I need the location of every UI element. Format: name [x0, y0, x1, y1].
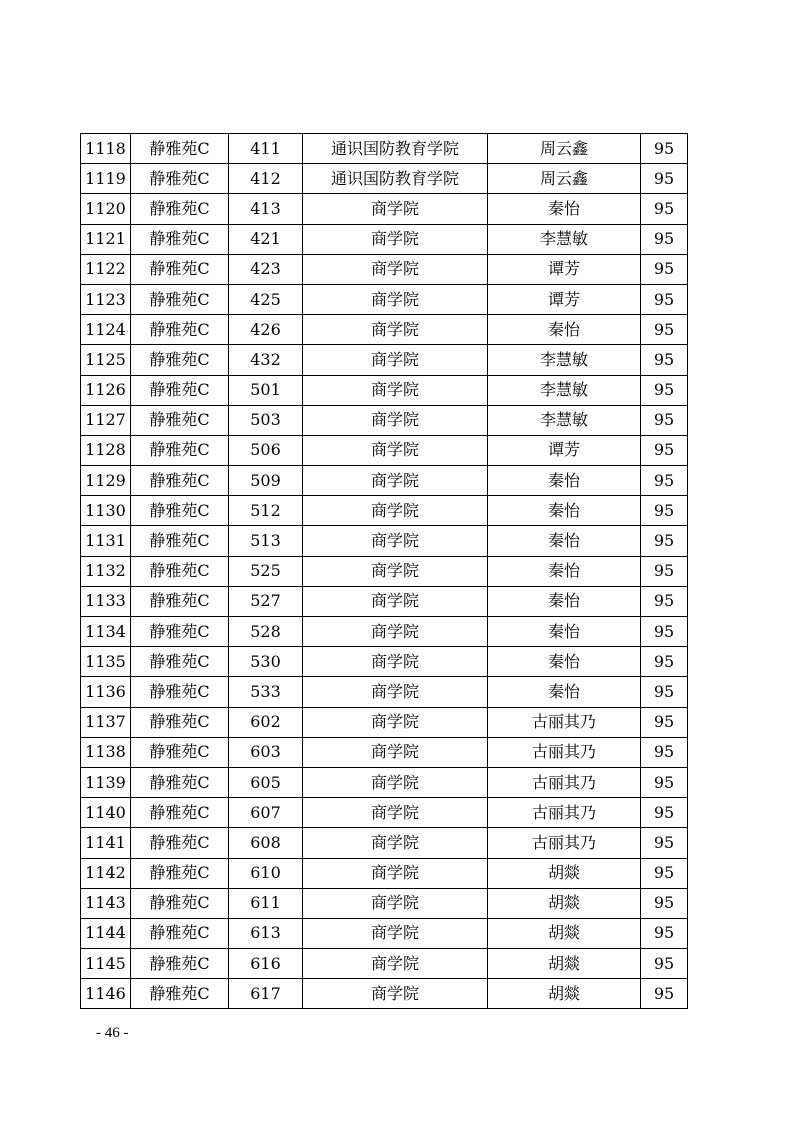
score-cell: 95 [641, 284, 688, 314]
building-cell: 静雅苑C [131, 617, 229, 647]
college-cell: 商学院 [303, 828, 488, 858]
building-cell: 静雅苑C [131, 677, 229, 707]
score-cell: 95 [641, 586, 688, 616]
score-cell: 95 [641, 526, 688, 556]
score-cell: 95 [641, 254, 688, 284]
table-row [81, 405, 688, 435]
building-cell: 静雅苑C [131, 798, 229, 828]
counselor-cell: 秦怡 [488, 315, 641, 345]
table-row [81, 134, 688, 164]
room-number-cell: 501 [229, 375, 303, 405]
college-cell: 商学院 [303, 918, 488, 948]
serial-number-cell: 1131 [81, 526, 131, 556]
table-row [81, 164, 688, 194]
serial-number-cell: 1134 [81, 617, 131, 647]
building-cell: 静雅苑C [131, 647, 229, 677]
serial-number-cell: 1139 [81, 767, 131, 797]
score-cell: 95 [641, 405, 688, 435]
room-number-cell: 509 [229, 466, 303, 496]
counselor-cell: 胡燚 [488, 979, 641, 1009]
table-row [81, 466, 688, 496]
room-number-cell: 421 [229, 224, 303, 254]
room-number-cell: 506 [229, 435, 303, 465]
counselor-cell: 秦怡 [488, 526, 641, 556]
building-cell: 静雅苑C [131, 918, 229, 948]
score-cell: 95 [641, 164, 688, 194]
room-number-cell: 605 [229, 767, 303, 797]
table-row [81, 798, 688, 828]
room-number-cell: 530 [229, 647, 303, 677]
table-row [81, 949, 688, 979]
counselor-cell: 古丽其乃 [488, 707, 641, 737]
room-number-cell: 412 [229, 164, 303, 194]
room-number-cell: 527 [229, 586, 303, 616]
building-cell: 静雅苑C [131, 949, 229, 979]
counselor-cell: 胡燚 [488, 918, 641, 948]
serial-number-cell: 1133 [81, 586, 131, 616]
score-cell: 95 [641, 888, 688, 918]
room-number-cell: 423 [229, 254, 303, 284]
score-cell: 95 [641, 134, 688, 164]
building-cell: 静雅苑C [131, 496, 229, 526]
building-cell: 静雅苑C [131, 888, 229, 918]
college-cell: 商学院 [303, 224, 488, 254]
table-row [81, 737, 688, 767]
counselor-cell: 秦怡 [488, 466, 641, 496]
counselor-cell: 古丽其乃 [488, 737, 641, 767]
score-cell: 95 [641, 949, 688, 979]
score-cell: 95 [641, 767, 688, 797]
table-row [81, 858, 688, 888]
college-cell: 商学院 [303, 647, 488, 677]
serial-number-cell: 1136 [81, 677, 131, 707]
room-number-cell: 528 [229, 617, 303, 647]
building-cell: 静雅苑C [131, 858, 229, 888]
building-cell: 静雅苑C [131, 979, 229, 1009]
score-cell: 95 [641, 677, 688, 707]
serial-number-cell: 1144 [81, 918, 131, 948]
building-cell: 静雅苑C [131, 345, 229, 375]
counselor-cell: 胡燚 [488, 888, 641, 918]
building-cell: 静雅苑C [131, 134, 229, 164]
college-cell: 商学院 [303, 405, 488, 435]
serial-number-cell: 1142 [81, 858, 131, 888]
college-cell: 商学院 [303, 888, 488, 918]
table-row [81, 345, 688, 375]
serial-number-cell: 1122 [81, 254, 131, 284]
score-cell: 95 [641, 194, 688, 224]
dormitory-score-table [80, 133, 688, 1009]
building-cell: 静雅苑C [131, 707, 229, 737]
serial-number-cell: 1118 [81, 134, 131, 164]
building-cell: 静雅苑C [131, 586, 229, 616]
score-cell: 95 [641, 707, 688, 737]
building-cell: 静雅苑C [131, 767, 229, 797]
counselor-cell: 秦怡 [488, 586, 641, 616]
serial-number-cell: 1121 [81, 224, 131, 254]
counselor-cell: 秦怡 [488, 556, 641, 586]
table-body [81, 134, 688, 1009]
counselor-cell: 周云鑫 [488, 134, 641, 164]
counselor-cell: 秦怡 [488, 194, 641, 224]
college-cell: 商学院 [303, 979, 488, 1009]
score-cell: 95 [641, 858, 688, 888]
college-cell: 通识国防教育学院 [303, 164, 488, 194]
score-cell: 95 [641, 918, 688, 948]
college-cell: 商学院 [303, 586, 488, 616]
college-cell: 通识国防教育学院 [303, 134, 488, 164]
serial-number-cell: 1132 [81, 556, 131, 586]
table-row [81, 586, 688, 616]
page-number: - 46 - [96, 1025, 129, 1041]
table-row [81, 254, 688, 284]
table-row [81, 707, 688, 737]
college-cell: 商学院 [303, 949, 488, 979]
serial-number-cell: 1124 [81, 315, 131, 345]
counselor-cell: 胡燚 [488, 858, 641, 888]
counselor-cell: 李慧敏 [488, 405, 641, 435]
room-number-cell: 617 [229, 979, 303, 1009]
room-number-cell: 603 [229, 737, 303, 767]
table-row [81, 194, 688, 224]
table-row [81, 496, 688, 526]
room-number-cell: 525 [229, 556, 303, 586]
college-cell: 商学院 [303, 496, 488, 526]
counselor-cell: 谭芳 [488, 284, 641, 314]
college-cell: 商学院 [303, 707, 488, 737]
serial-number-cell: 1127 [81, 405, 131, 435]
score-cell: 95 [641, 496, 688, 526]
score-cell: 95 [641, 224, 688, 254]
serial-number-cell: 1126 [81, 375, 131, 405]
counselor-cell: 李慧敏 [488, 224, 641, 254]
college-cell: 商学院 [303, 375, 488, 405]
college-cell: 商学院 [303, 798, 488, 828]
score-cell: 95 [641, 979, 688, 1009]
table-row [81, 617, 688, 647]
college-cell: 商学院 [303, 435, 488, 465]
score-cell: 95 [641, 828, 688, 858]
counselor-cell: 秦怡 [488, 647, 641, 677]
college-cell: 商学院 [303, 284, 488, 314]
college-cell: 商学院 [303, 677, 488, 707]
counselor-cell: 古丽其乃 [488, 828, 641, 858]
table-row [81, 224, 688, 254]
room-number-cell: 608 [229, 828, 303, 858]
counselor-cell: 李慧敏 [488, 345, 641, 375]
serial-number-cell: 1123 [81, 284, 131, 314]
counselor-cell: 秦怡 [488, 677, 641, 707]
building-cell: 静雅苑C [131, 737, 229, 767]
serial-number-cell: 1125 [81, 345, 131, 375]
counselor-cell: 古丽其乃 [488, 767, 641, 797]
score-cell: 95 [641, 315, 688, 345]
building-cell: 静雅苑C [131, 194, 229, 224]
room-number-cell: 613 [229, 918, 303, 948]
serial-number-cell: 1128 [81, 435, 131, 465]
table-row [81, 435, 688, 465]
score-cell: 95 [641, 737, 688, 767]
serial-number-cell: 1137 [81, 707, 131, 737]
serial-number-cell: 1143 [81, 888, 131, 918]
building-cell: 静雅苑C [131, 828, 229, 858]
building-cell: 静雅苑C [131, 284, 229, 314]
counselor-cell: 古丽其乃 [488, 798, 641, 828]
score-cell: 95 [641, 798, 688, 828]
building-cell: 静雅苑C [131, 375, 229, 405]
serial-number-cell: 1140 [81, 798, 131, 828]
room-number-cell: 611 [229, 888, 303, 918]
building-cell: 静雅苑C [131, 526, 229, 556]
table-row [81, 284, 688, 314]
college-cell: 商学院 [303, 617, 488, 647]
table-row [81, 979, 688, 1009]
table-row [81, 767, 688, 797]
college-cell: 商学院 [303, 194, 488, 224]
counselor-cell: 谭芳 [488, 254, 641, 284]
table-row [81, 828, 688, 858]
college-cell: 商学院 [303, 556, 488, 586]
serial-number-cell: 1119 [81, 164, 131, 194]
room-number-cell: 413 [229, 194, 303, 224]
score-cell: 95 [641, 435, 688, 465]
table-row [81, 375, 688, 405]
college-cell: 商学院 [303, 345, 488, 375]
building-cell: 静雅苑C [131, 254, 229, 284]
room-number-cell: 513 [229, 526, 303, 556]
table-row [81, 647, 688, 677]
room-number-cell: 602 [229, 707, 303, 737]
room-number-cell: 607 [229, 798, 303, 828]
college-cell: 商学院 [303, 254, 488, 284]
counselor-cell: 李慧敏 [488, 375, 641, 405]
room-number-cell: 425 [229, 284, 303, 314]
building-cell: 静雅苑C [131, 435, 229, 465]
score-cell: 95 [641, 647, 688, 677]
room-number-cell: 432 [229, 345, 303, 375]
serial-number-cell: 1145 [81, 949, 131, 979]
building-cell: 静雅苑C [131, 556, 229, 586]
score-cell: 95 [641, 556, 688, 586]
serial-number-cell: 1138 [81, 737, 131, 767]
building-cell: 静雅苑C [131, 315, 229, 345]
room-number-cell: 512 [229, 496, 303, 526]
table-row [81, 918, 688, 948]
college-cell: 商学院 [303, 315, 488, 345]
score-cell: 95 [641, 375, 688, 405]
counselor-cell: 秦怡 [488, 496, 641, 526]
serial-number-cell: 1130 [81, 496, 131, 526]
serial-number-cell: 1129 [81, 466, 131, 496]
serial-number-cell: 1120 [81, 194, 131, 224]
room-number-cell: 411 [229, 134, 303, 164]
building-cell: 静雅苑C [131, 466, 229, 496]
table-row [81, 677, 688, 707]
table-row [81, 315, 688, 345]
college-cell: 商学院 [303, 858, 488, 888]
score-cell: 95 [641, 345, 688, 375]
college-cell: 商学院 [303, 466, 488, 496]
college-cell: 商学院 [303, 737, 488, 767]
serial-number-cell: 1141 [81, 828, 131, 858]
college-cell: 商学院 [303, 526, 488, 556]
counselor-cell: 胡燚 [488, 949, 641, 979]
counselor-cell: 秦怡 [488, 617, 641, 647]
building-cell: 静雅苑C [131, 224, 229, 254]
serial-number-cell: 1146 [81, 979, 131, 1009]
college-cell: 商学院 [303, 767, 488, 797]
table-row [81, 556, 688, 586]
table-row [81, 888, 688, 918]
counselor-cell: 周云鑫 [488, 164, 641, 194]
building-cell: 静雅苑C [131, 405, 229, 435]
serial-number-cell: 1135 [81, 647, 131, 677]
room-number-cell: 616 [229, 949, 303, 979]
building-cell: 静雅苑C [131, 164, 229, 194]
room-number-cell: 610 [229, 858, 303, 888]
room-number-cell: 503 [229, 405, 303, 435]
table-row [81, 526, 688, 556]
room-number-cell: 533 [229, 677, 303, 707]
score-cell: 95 [641, 466, 688, 496]
counselor-cell: 谭芳 [488, 435, 641, 465]
room-number-cell: 426 [229, 315, 303, 345]
score-cell: 95 [641, 617, 688, 647]
